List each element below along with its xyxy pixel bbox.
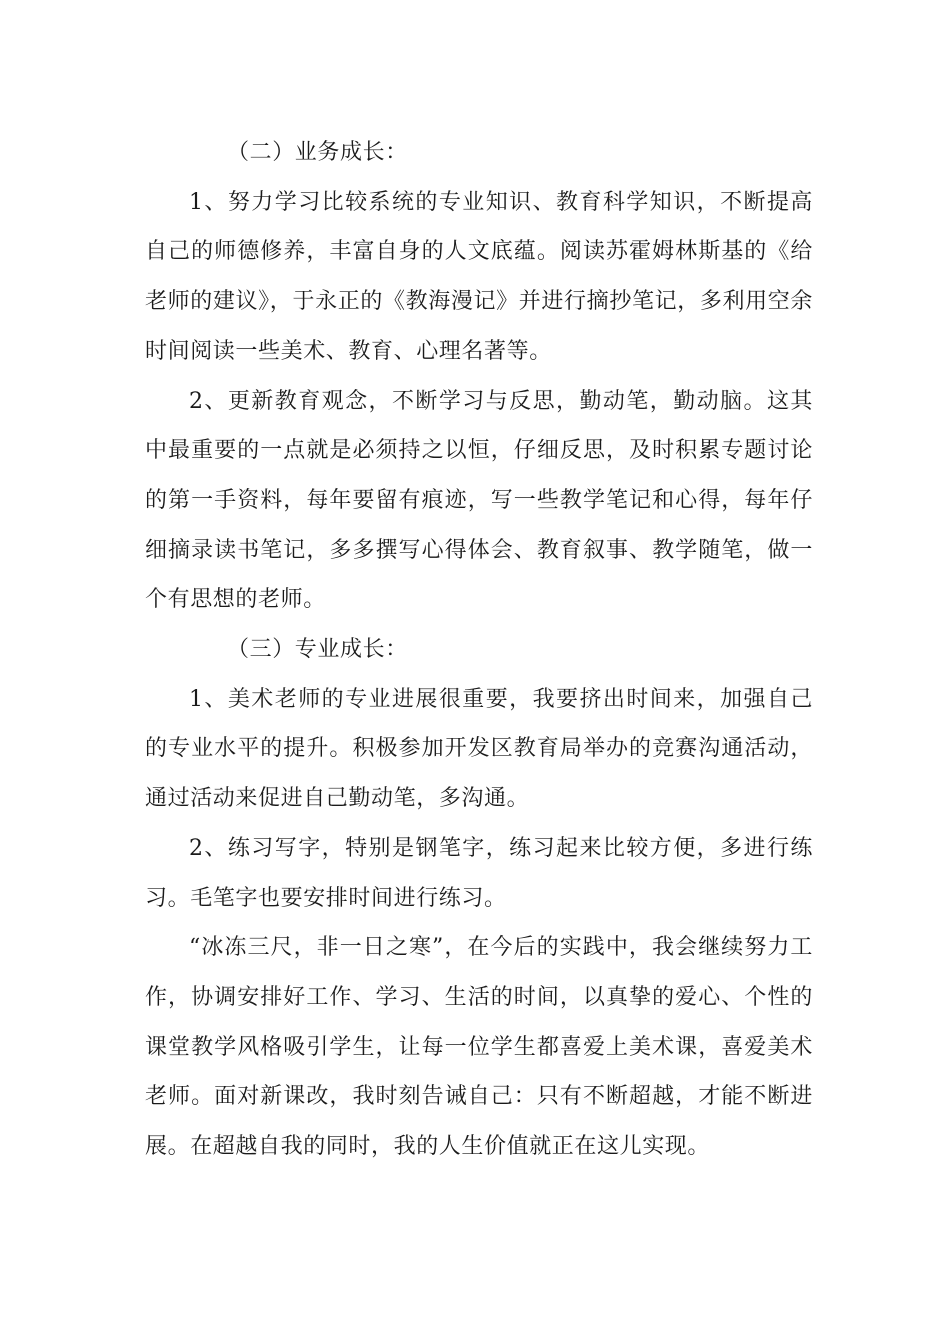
paragraph-conclusion: “冰冻三尺，非一日之寒”，在今后的实践中，我会继续努力工作，协调安排好工作、学习、生活的时间，以真挚的爱心、个性的课堂教学风格吸引学生，让每一位学生都喜爱上美术课，喜爱美术老师。面对新课改，我时刻告诫自己：只有不断超越，才能不断进展。在超越自我的同时，我的人生价值就正在这儿实现。: [145, 935, 813, 1160]
paragraph-art-teacher-skills: 1、美术老师的专业进展很重要，我要挤出时间来，加强自己的专业水平的提升。积极参加开发区教育局举办的竞赛沟通活动，通过活动来促进自己勤动笔，多沟通。: [145, 686, 813, 812]
section-heading-professional-growth: （三）专业成长：: [227, 637, 408, 663]
document-body: [145, 128, 813, 1172]
paragraph-calligraphy-practice: 2、练习写字，特别是钢笔字，练习起来比较方便，多进行练习。毛笔字也要安排时间进行练习。: [145, 835, 813, 911]
paragraph-study-knowledge: 1、努力学习比较系统的专业知识、教育科学知识，不断提高自己的师德修养，丰富自身的人文底蕴。阅读苏霍姆林斯基的《给老师的建议》，于永正的《教海漫记》并进行摘抄笔记，多利用空余时间阅读一些美术、教育、心理名著等。: [145, 189, 813, 364]
section-heading-business-growth: （二）业务成长：: [227, 140, 408, 165]
paragraph-update-concepts: 2、更新教育观念，不断学习与反思，勤动笔，勤动脑。这其中最重要的一点就是必须持之以恒，仔细反思，及时积累专题讨论的第一手资料，每年要留有痕迹，写一些教学笔记和心得，每年仔细摘录读书笔记，多多撰写心得体会、教育叙事、教学随笔，做一个有思想的老师。: [145, 388, 813, 613]
